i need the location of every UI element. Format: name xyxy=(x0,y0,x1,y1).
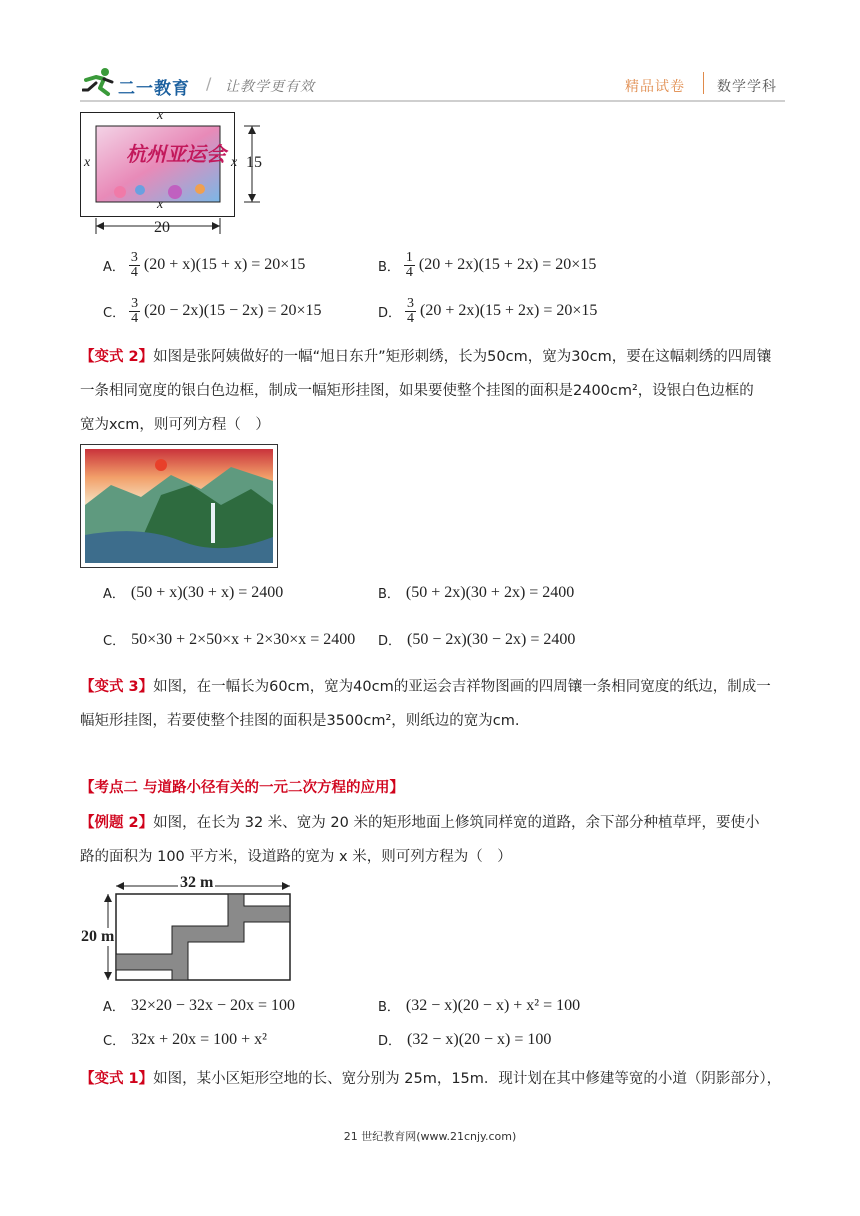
variant2-option-d[interactable] xyxy=(378,630,575,649)
example2-tag: 【例题 2】 xyxy=(80,815,154,831)
variant3-text xyxy=(80,670,785,738)
brand-slogan: 让教学更有效 xyxy=(225,79,315,95)
option-c[interactable] xyxy=(103,294,321,328)
option-b[interactable] xyxy=(378,248,596,282)
example2-option-d[interactable] xyxy=(378,1030,551,1049)
variant2-option-a-label: A． xyxy=(103,587,125,602)
option-b-label: B． xyxy=(378,259,400,275)
option-d-expression: (20 + 2x)(15 + 2x) = 20×15 xyxy=(420,302,598,319)
option-a[interactable] xyxy=(103,248,305,282)
variant2-option-b-label: B． xyxy=(378,587,400,602)
variant2-option-c[interactable] xyxy=(103,630,355,649)
example2-option-c[interactable] xyxy=(103,1030,267,1049)
variant1-tag: 【变式 1】 xyxy=(80,1071,154,1087)
option-d-label: D． xyxy=(378,305,402,321)
variant2-line3: 宽为xcm，则可列方程（ ） xyxy=(80,417,270,433)
variant2-option-d-expression: (50 − 2x)(30 − 2x) = 2400 xyxy=(407,630,576,648)
road-height-label: 20 m xyxy=(81,928,115,945)
variant2-option-c-expression: 50×30 + 2×50×x + 2×30×x = 2400 xyxy=(131,630,356,648)
option-a-expression: (20 + x)(15 + x) = 20×15 xyxy=(143,256,306,273)
brand-name: 二一教育 xyxy=(118,79,190,99)
embroidery-landscape-image xyxy=(80,444,278,568)
variant2-option-c-label: C． xyxy=(103,634,126,649)
header-subject: 数学学科 xyxy=(717,79,777,95)
label-left-x: x xyxy=(84,155,91,170)
variant3-line2: 幅矩形挂图，若要使整个挂图的面积是3500cm²，则纸边的宽为cm. xyxy=(80,713,520,729)
variant1-line1: 如图，某小区矩形空地的长、宽分别为 25m，15m．现计划在其中修建等宽的小道（阴影部分）， xyxy=(153,1071,782,1087)
variant2-option-a-expression: (50 + x)(30 + x) = 2400 xyxy=(130,583,284,601)
section2-title: 【考点二 与道路小径有关的一元二次方程的应用】 xyxy=(80,780,405,796)
example2-option-c-expression: 32x + 20x = 100 + x² xyxy=(131,1030,267,1048)
example2-line1: 如图，在长为 32 米、宽为 20 米的矩形地面上修筑同样宽的道路，余下部分种植草坪，要使小 xyxy=(153,815,760,831)
label-bottom-x: x xyxy=(157,197,164,212)
option-c-fraction: $\frac{3}{4}$ xyxy=(131,295,139,326)
variant2-option-a[interactable] xyxy=(103,583,283,602)
label-width-20: 20 xyxy=(154,219,170,236)
variant2-text xyxy=(80,340,785,442)
variant2-line1: 如图是张阿姨做好的一幅“旭日东升”矩形刺绣，长为50cm，宽为30cm，要在这幅刺绣的四周镶 xyxy=(153,349,772,365)
header-divider xyxy=(80,100,785,102)
option-a-fraction: $\frac{3}{4}$ xyxy=(130,249,138,280)
brand-logo-icon xyxy=(82,66,116,98)
option-b-fraction: $\frac{1}{4}$ xyxy=(405,249,413,280)
variant2-option-b-expression: (50 + 2x)(30 + 2x) = 2400 xyxy=(405,583,575,601)
road-width-label: 32 m xyxy=(180,874,214,891)
variant3-tag: 【变式 3】 xyxy=(80,679,154,695)
variant2-option-d-label: D． xyxy=(378,634,402,649)
option-d-fraction: $\frac{3}{4}$ xyxy=(407,295,415,326)
example2-option-b[interactable] xyxy=(378,996,580,1015)
header-right-label: 精品试卷 xyxy=(625,79,685,95)
header-slash: / xyxy=(206,74,212,93)
option-c-label: C． xyxy=(103,305,126,321)
option-c-expression: (20 − 2x)(15 − 2x) = 20×15 xyxy=(144,302,322,319)
figure-frame-diagram xyxy=(80,110,280,238)
example2-option-b-label: B． xyxy=(378,1000,400,1015)
header-separator xyxy=(703,72,704,94)
example2-line2: 路的面积为 100 平方米，设道路的宽为 x 米，则可列方程为（ ） xyxy=(80,849,512,865)
variant2-option-b[interactable] xyxy=(378,583,574,602)
example2-option-a-expression: 32×20 − 32x − 20x = 100 xyxy=(130,996,295,1014)
example2-option-d-expression: (32 − x)(20 − x) = 100 xyxy=(407,1030,552,1048)
label-top-x: x xyxy=(157,108,164,123)
variant2-tag: 【变式 2】 xyxy=(80,349,154,365)
example2-option-d-label: D． xyxy=(378,1034,402,1049)
option-a-label: A． xyxy=(103,259,125,275)
picture-caption: 杭州亚运会 xyxy=(126,142,226,166)
example2-option-c-label: C． xyxy=(103,1034,126,1049)
example2-option-a[interactable] xyxy=(103,996,295,1015)
variant3-line1: 如图，在一幅长为60cm，宽为40cm的亚运会吉祥物图画的四周镶一条相同宽度的纸边，制成一 xyxy=(153,679,771,695)
example2-option-a-label: A． xyxy=(103,1000,125,1015)
example2-text xyxy=(80,806,785,874)
variant1-text xyxy=(80,1062,785,1096)
option-b-expression: (20 + 2x)(15 + 2x) = 20×15 xyxy=(418,256,597,273)
label-right-x: x xyxy=(231,155,238,170)
example2-option-b-expression: (32 − x)(20 − x) + x² = 100 xyxy=(405,996,581,1014)
option-d[interactable] xyxy=(378,294,597,328)
page-footer: 21 世纪教育网(www.21cnjy.com) xyxy=(343,1130,517,1143)
label-height-15: 15 xyxy=(246,154,262,171)
variant2-line2: 一条相同宽度的银白色边框，制成一幅矩形挂图，如果要使整个挂图的面积是2400cm²，设银白色边框的 xyxy=(80,383,754,399)
